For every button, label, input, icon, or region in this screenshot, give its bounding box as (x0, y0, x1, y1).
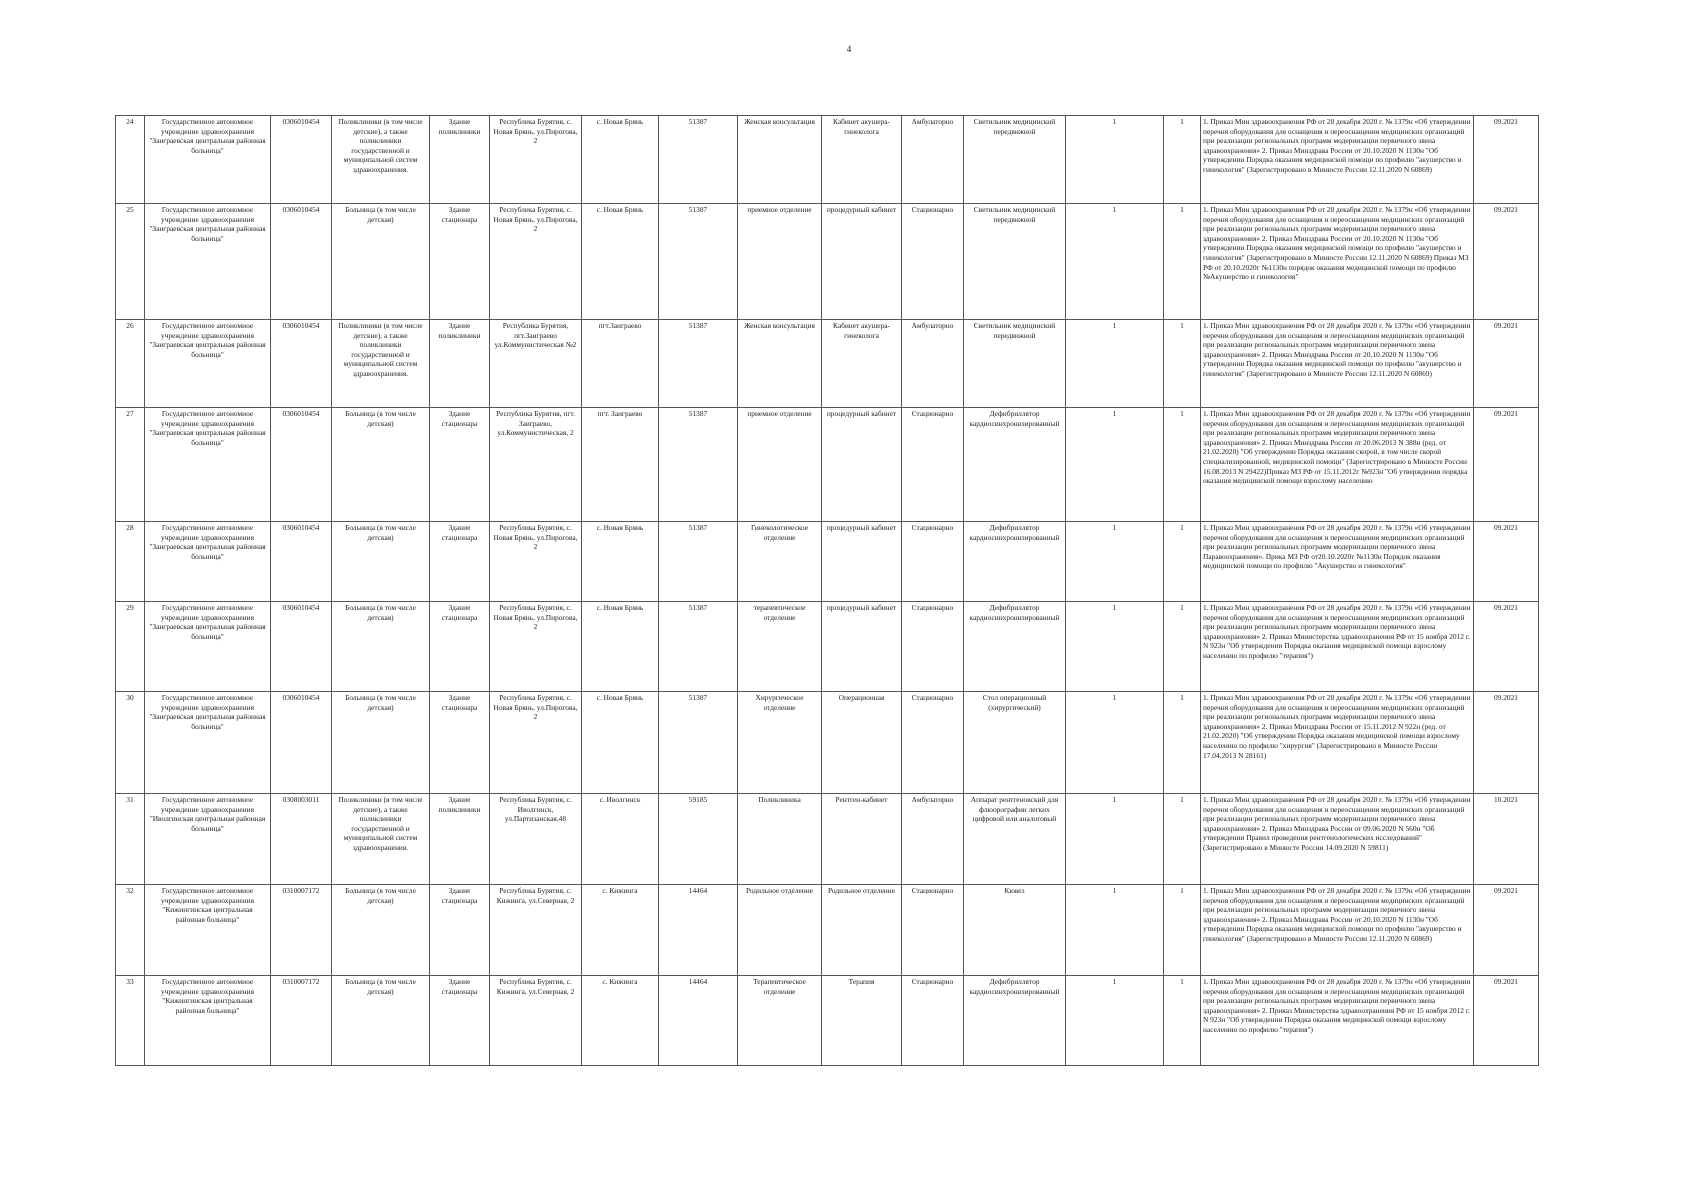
equipment-cell: Аппарат рентгеновский для флюорографии легких цифровой или аналоговый (964, 794, 1066, 885)
legal-basis-cell: 1. Приказ Мин здравоохранения РФ от 28 декабря 2020 г. № 1379н «Об утверждении перечня оборудования для оснащения и переоснащения медицинских организаций при реализации региональных программ модернизации первичного звена здравоохранения» 2. Приказ Минздрава России от 20.10.2020 N 1130н "Об утверждении Порядка оказания медицинской помощи по профилю "акушерство и гинекология" (Зарегистрировано в Минюсте России 12.11.2020 N 60869) (1201, 116, 1474, 204)
legal-basis-cell: 1. Приказ Мин здравоохранения РФ от 28 декабря 2020 г. № 1379н «Об утверждении перечня оборудования для оснащения и переоснащения медицинских организаций при реализации региональных программ модернизации первичного звена здравоохранения» 2. Приказ Министерства здравоохранения РФ от 15 ноября 2012 г. N 923н "Об утверждении Порядка оказания медицинской помощи взрослому населению по профилю "терапия") (1201, 976, 1474, 1066)
table-row (116, 204, 1539, 320)
date-cell: 10.2021 (1474, 794, 1539, 885)
code-cell: 0306010454 (271, 116, 332, 204)
building-cell: Здание стационара (430, 692, 490, 794)
equipment-cell: Светильник медицинский передвижной (964, 116, 1066, 204)
date-cell: 09.2021 (1474, 408, 1539, 522)
date-cell: 09.2021 (1474, 692, 1539, 794)
date-cell: 09.2021 (1474, 602, 1539, 692)
date-cell: 09.2021 (1474, 885, 1539, 976)
quantity-cell: 1 (1164, 116, 1201, 204)
quantity-cell: 1 (1066, 602, 1164, 692)
legal-basis-cell: 1. Приказ Мин здравоохранения РФ от 28 декабря 2020 г. № 1379н «Об утверждении перечня оборудования для оснащения и переоснащения медицинских организаций при реализации региональных программ модернизации первичного звена здравоохранения» 2. Приказ Министерства здравоохранения РФ от 15 ноября 2012 г. N 923н "Об утверждении Порядка оказания медицинской помощи взрослому населению по профилю "терапия") (1201, 602, 1474, 692)
code-cell: 0306010454 (271, 408, 332, 522)
quantity-cell: 1 (1164, 692, 1201, 794)
settlement-cell: с. Новая Брянь (582, 522, 659, 602)
quantity-cell: 1 (1164, 408, 1201, 522)
equipment-cell: Дефибриллятор кардиосинхронизированный (964, 976, 1066, 1066)
building-cell: Здание стационара (430, 204, 490, 320)
department-cell: приемное отделение (738, 204, 822, 320)
conditions-cell: Стационарно (902, 602, 964, 692)
organization-cell: Государственное автономное учреждение здравоохранения "Заиграевская центральная районная больница" (145, 116, 271, 204)
conditions-cell: Стационарно (902, 408, 964, 522)
facility-type-cell: Больница (в том числе детская) (332, 976, 430, 1066)
legal-basis-cell: 1. Приказ Мин здравоохранения РФ от 28 декабря 2020 г. № 1379н «Об утверждении перечня оборудования для оснащения и переоснащения медицинских организаций при реализации региональных программ модернизации первичного звена здравоохранения» 2. Приказ Минздрава России от 15.11.2012 N 922н (ред. от 21.02.2020) "Об утверждении Порядка оказания медицинской помощи взрослому населению по профилю "хирургия" (Зарегистрировано в Минюсте России 17.04.2013 N 28161) (1201, 692, 1474, 794)
row-number: 33 (116, 976, 145, 1066)
equipment-cell: Дефибриллятор кардиосинхронизированный (964, 602, 1066, 692)
code-cell: 0306010454 (271, 692, 332, 794)
room-cell: процедурный кабинет (822, 204, 902, 320)
row-number: 27 (116, 408, 145, 522)
table-row (116, 320, 1539, 408)
code-cell: 0310007172 (271, 885, 332, 976)
room-cell: процедурный кабинет (822, 408, 902, 522)
quantity-cell: 1 (1066, 522, 1164, 602)
organization-cell: Государственное автономное учреждение здравоохранения "Заиграевская центральная районная больница" (145, 522, 271, 602)
organization-cell: Государственное автономное учреждение здравоохранения "Иволгинская центральная районная больница" (145, 794, 271, 885)
department-cell: Поликлиника (738, 794, 822, 885)
equipment-cell: Стол операционный (хирургический) (964, 692, 1066, 794)
room-cell: Родильное отделение (822, 885, 902, 976)
code-cell: 0306010454 (271, 320, 332, 408)
building-cell: Здание стационара (430, 602, 490, 692)
building-cell: Здание стационара (430, 408, 490, 522)
quantity-cell: 1 (1066, 885, 1164, 976)
date-cell: 09.2021 (1474, 204, 1539, 320)
legal-basis-cell: 1. Приказ Мин здравоохранения РФ от 28 декабря 2020 г. № 1379н «Об утверждении перечня оборудования для оснащения и переоснащения медицинских организаций при реализации региональных программ модернизации первичного звена Паравоохранения». Прика МЗ РФ от20.10.2020г №1130н Порядок оказания медицинской помощи по профилю "Акушерство и гинекология" (1201, 522, 1474, 602)
settlement-cell: пгт.Заиграево (582, 320, 659, 408)
quantity-cell: 1 (1164, 976, 1201, 1066)
row-number: 25 (116, 204, 145, 320)
equipment-table (115, 115, 1539, 1066)
oktmo-cell: 51387 (659, 116, 738, 204)
organization-cell: Государственное автономное учреждение здравоохранения "Кижингинская центральная районная больница" (145, 976, 271, 1066)
room-cell: Операционная (822, 692, 902, 794)
conditions-cell: Стационарно (902, 976, 964, 1066)
organization-cell: Государственное автономное учреждение здравоохранения "Заиграевская центральная районная больница" (145, 320, 271, 408)
quantity-cell: 1 (1066, 408, 1164, 522)
address-cell: Республика Бурятия, с. Новая Брянь, ул.Пирогова, 2 (490, 116, 582, 204)
oktmo-cell: 59185 (659, 794, 738, 885)
row-number: 32 (116, 885, 145, 976)
equipment-cell: Дефибриллятор кардиосинхронизированный (964, 408, 1066, 522)
organization-cell: Государственное автономное учреждение здравоохранения "Заиграевская центральная районная больница" (145, 692, 271, 794)
legal-basis-cell: 1. Приказ Мин здравоохранения РФ от 28 декабря 2020 г. № 1379н «Об утверждении перечня оборудования для оснащения и переоснащения медицинских организаций при реализации региональных программ модернизации первичного звена здравоохранения» 2. Приказ Минздрава России от 09.06.2020 N 560н "Об утверждении Правил проведения рентгенологических исследований" (Зарегистрировано в Минюсте России 14.09.2020 N 59811) (1201, 794, 1474, 885)
quantity-cell: 1 (1066, 692, 1164, 794)
settlement-cell: с. Новая Брянь (582, 204, 659, 320)
building-cell: Здание стационара (430, 976, 490, 1066)
department-cell: Терапевтическое отделение (738, 976, 822, 1066)
room-cell: Рентген-кабинет (822, 794, 902, 885)
table-row (116, 794, 1539, 885)
building-cell: Здание стационара (430, 522, 490, 602)
conditions-cell: Стационарно (902, 204, 964, 320)
quantity-cell: 1 (1164, 320, 1201, 408)
code-cell: 0306010454 (271, 602, 332, 692)
department-cell: приемное отделение (738, 408, 822, 522)
building-cell: Здание стационара (430, 885, 490, 976)
facility-type-cell: Больница (в том числе детская) (332, 408, 430, 522)
quantity-cell: 1 (1164, 885, 1201, 976)
facility-type-cell: Больница (в том числе детская) (332, 522, 430, 602)
address-cell: Республика Бурятия, с. Новая Брянь, ул.Пирогова, 2 (490, 602, 582, 692)
quantity-cell: 1 (1066, 204, 1164, 320)
table-row (116, 602, 1539, 692)
table-row (116, 116, 1539, 204)
legal-basis-cell: 1. Приказ Мин здравоохранения РФ от 28 декабря 2020 г. № 1379н «Об утверждении перечня оборудования для оснащения и переоснащения медицинских организаций при реализации региональных программ модернизации первичного звена здравоохранения» 2. Приказ Минздрава России от 20.10.2020 N 1130н "Об утверждении Порядка оказания медицинской помощи по профилю "акушерство и гинекология" (Зарегистрировано в Минюсте России 12.11.2020 N 60869) (1201, 885, 1474, 976)
oktmo-cell: 51387 (659, 204, 738, 320)
address-cell: Республика Бурятия, с. Кижинга, ул.Северная, 2 (490, 885, 582, 976)
settlement-cell: с. Иволгинск (582, 794, 659, 885)
department-cell: Родильное отделение (738, 885, 822, 976)
address-cell: Республика Бурятия, с. Иволгинск, ул.Партизанская,48 (490, 794, 582, 885)
conditions-cell: Амбулаторно (902, 116, 964, 204)
facility-type-cell: Поликлиники (в том числе детские), а также поликлиники государственной и муниципальной систем здравоохранения. (332, 116, 430, 204)
conditions-cell: Амбулаторно (902, 794, 964, 885)
quantity-cell: 1 (1164, 204, 1201, 320)
room-cell: Терапия (822, 976, 902, 1066)
facility-type-cell: Поликлиники (в том числе детские), а также поликлиники государственной и муниципальной систем здравоохранения. (332, 320, 430, 408)
equipment-cell: Кювез (964, 885, 1066, 976)
conditions-cell: Стационарно (902, 522, 964, 602)
address-cell: Республика Бурятия, пгт.Заиграево ул.Коммунистическая №2 (490, 320, 582, 408)
oktmo-cell: 51387 (659, 602, 738, 692)
code-cell: 0308003011 (271, 794, 332, 885)
address-cell: Республика Бурятия, с. Новая Брянь, ул.Пирогова, 2 (490, 522, 582, 602)
settlement-cell: с. Новая Брянь (582, 602, 659, 692)
building-cell: Здание поликлиники (430, 320, 490, 408)
settlement-cell: с. Кижинга (582, 976, 659, 1066)
legal-basis-cell: 1. Приказ Мин здравоохранения РФ от 28 декабря 2020 г. № 1379н «Об утверждении перечня оборудования для оснащения и переоснащения медицинских организаций при реализации региональных программ модернизации первичного звена здравоохранения» 2. Приказ Минздрава России от 20.10.2020 N 1130н "Об утверждении Порядка оказания медицинской помощи по профилю "акушерство и гинекология" (Зарегистрировано в Минюсте России 12.11.2020 N 60869) Приказ МЗ РФ от 20.10.2020г №1130н порядок оказания медицинской помощи по профилю №Акушерство и гинекология" (1201, 204, 1474, 320)
table-row (116, 976, 1539, 1066)
facility-type-cell: Поликлиники (в том числе детские), а также поликлиники государственной и муниципальной систем здравоохранения. (332, 794, 430, 885)
oktmo-cell: 51387 (659, 692, 738, 794)
table-row (116, 408, 1539, 522)
code-cell: 0306010454 (271, 204, 332, 320)
conditions-cell: Стационарно (902, 692, 964, 794)
oktmo-cell: 14464 (659, 885, 738, 976)
row-number: 29 (116, 602, 145, 692)
room-cell: процедурный кабинет (822, 522, 902, 602)
date-cell: 09.2021 (1474, 116, 1539, 204)
date-cell: 09.2021 (1474, 976, 1539, 1066)
settlement-cell: пгт. Заиграево (582, 408, 659, 522)
department-cell: терапевтическое отделение (738, 602, 822, 692)
building-cell: Здание поликлиники (430, 794, 490, 885)
department-cell: Женская консультация (738, 116, 822, 204)
conditions-cell: Амбулаторно (902, 320, 964, 408)
organization-cell: Государственное автономное учреждение здравоохранения "Заиграевская центральная районная больница" (145, 602, 271, 692)
department-cell: Хирургическое отделение (738, 692, 822, 794)
conditions-cell: Стационарно (902, 885, 964, 976)
room-cell: Кабинет акушера-гинеколога (822, 116, 902, 204)
room-cell: процедурный кабинет (822, 602, 902, 692)
facility-type-cell: Больница (в том числе детская) (332, 204, 430, 320)
table-row (116, 522, 1539, 602)
settlement-cell: с. Кижинга (582, 885, 659, 976)
oktmo-cell: 51387 (659, 408, 738, 522)
department-cell: Женская консультация (738, 320, 822, 408)
row-number: 24 (116, 116, 145, 204)
legal-basis-cell: 1. Приказ Мин здравоохранения РФ от 28 декабря 2020 г. № 1379н «Об утверждении перечня оборудования для оснащения и переоснащения медицинских организаций при реализации региональных программ модернизации первичного звена здравоохранения» 2. Приказ Минздрава России от 20.06.2013 N 388н (ред. от 21.02.2020) "Об утверждении Порядка оказания скорой, в том числе скорой специализированной, медицинской помощи" (Зарегистрировано в Минюсте России 16.08.2013 N 29422)Приказ МЗ РФ от 15.11.2012г №923н "Об утверждении порядка оказания медицинской помощи взрослому населению (1201, 408, 1474, 522)
address-cell: Республика Бурятия, с. Новая Брянь, ул.Пирогова, 2 (490, 692, 582, 794)
table-row (116, 885, 1539, 976)
row-number: 28 (116, 522, 145, 602)
row-number: 26 (116, 320, 145, 408)
settlement-cell: с. Новая Брянь (582, 692, 659, 794)
room-cell: Кабинет акушера-гинеколога (822, 320, 902, 408)
organization-cell: Государственное автономное учреждение здравоохранения "Кижингинская центральная районная больница" (145, 885, 271, 976)
date-cell: 09.2021 (1474, 522, 1539, 602)
row-number: 31 (116, 794, 145, 885)
quantity-cell: 1 (1066, 794, 1164, 885)
organization-cell: Государственное автономное учреждение здравоохранения "Заиграевская центральная районная больница" (145, 408, 271, 522)
equipment-cell: Светильник медицинский передвижной (964, 204, 1066, 320)
oktmo-cell: 51387 (659, 522, 738, 602)
organization-cell: Государственное автономное учреждение здравоохранения "Заиграевская центральная районная больница" (145, 204, 271, 320)
facility-type-cell: Больница (в том числе детская) (332, 692, 430, 794)
quantity-cell: 1 (1164, 602, 1201, 692)
department-cell: Гинекологическое отделение (738, 522, 822, 602)
facility-type-cell: Больница (в том числе детская) (332, 885, 430, 976)
oktmo-cell: 51387 (659, 320, 738, 408)
address-cell: Республика Бурятия, с. Кижинга, ул.Северная, 2 (490, 976, 582, 1066)
oktmo-cell: 14464 (659, 976, 738, 1066)
quantity-cell: 1 (1164, 522, 1201, 602)
date-cell: 09.2021 (1474, 320, 1539, 408)
page-number: 4 (846, 44, 852, 54)
address-cell: Республика Бурятия, пгт. Заиграево, ул.Коммунистическая, 2 (490, 408, 582, 522)
quantity-cell: 1 (1066, 320, 1164, 408)
quantity-cell: 1 (1066, 976, 1164, 1066)
equipment-cell: Светильник медицинский передвижной (964, 320, 1066, 408)
code-cell: 0306010454 (271, 522, 332, 602)
table-row (116, 692, 1539, 794)
quantity-cell: 1 (1066, 116, 1164, 204)
equipment-cell: Дефибриллятор кардиосинхронизированный (964, 522, 1066, 602)
row-number: 30 (116, 692, 145, 794)
quantity-cell: 1 (1164, 794, 1201, 885)
code-cell: 0310007172 (271, 976, 332, 1066)
settlement-cell: с. Новая Брянь (582, 116, 659, 204)
building-cell: Здание поликлиники (430, 116, 490, 204)
facility-type-cell: Больница (в том числе детская) (332, 602, 430, 692)
legal-basis-cell: 1. Приказ Мин здравоохранения РФ от 28 декабря 2020 г. № 1379н «Об утверждении перечня оборудования для оснащения и переоснащения медицинских организаций при реализации региональных программ модернизации первичного звена здравоохранения» 2. Приказ Минздрава России от 20.10.2020 N 1130н "Об утверждении Порядка оказания медицинской помощи по профилю "акушерство и гинекология" (Зарегистрировано в Минюсте России 12.11.2020 N 60869) (1201, 320, 1474, 408)
address-cell: Республика Бурятия, с. Новая Брянь, ул.Пирогова, 2 (490, 204, 582, 320)
